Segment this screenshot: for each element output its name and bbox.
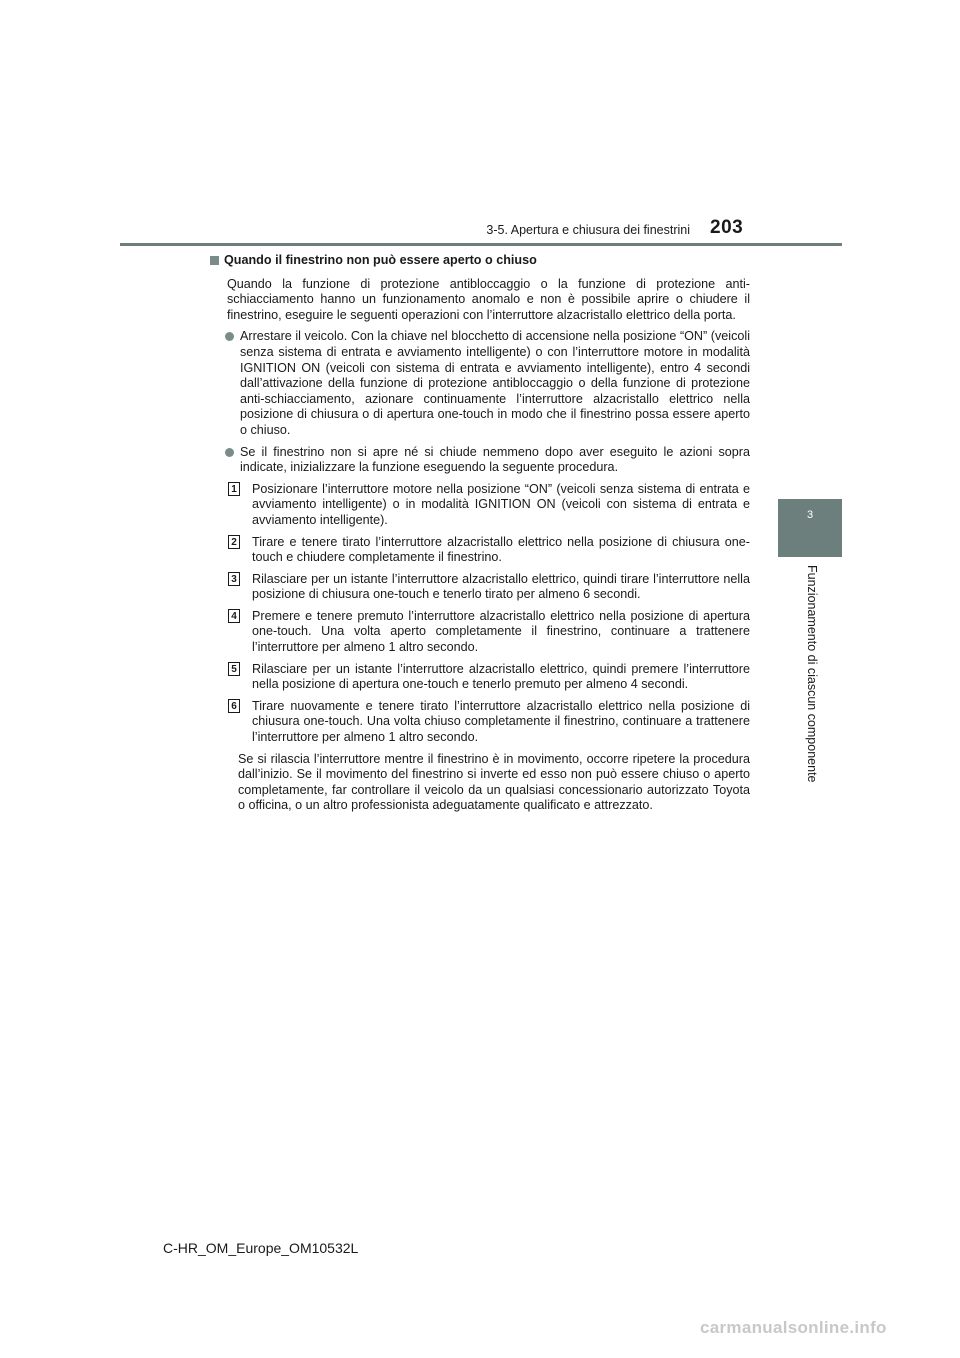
- bullet-item: [210, 445, 750, 476]
- step-item: [210, 609, 750, 656]
- section-heading: [210, 253, 750, 269]
- step-number-badge: 2: [228, 535, 240, 549]
- chapter-label: Funzionamento di ciascun componente: [805, 565, 819, 783]
- bullet-item: [210, 329, 750, 438]
- bullet-text: Arrestare il veicolo. Con la chiave nel blocchetto di accensione nella posizione “ON” (veicoli senza sistema di entrata e avviamento intelligente) o con l’interruttore motore in modalità IGNITION ON (veicoli con sistema di entrata e avviamento intelligente), entro 4 secondi dall’attivazione della funzione di protezione antibloccaggio o della funzione di protezione anti-schiacciamento, azionare continuamente l’interruttore alzacristallo elettrico nella posizione di chiusura o di apertura one-touch in modo che il finestrino possa essere aperto o chiuso.: [240, 329, 750, 437]
- square-bullet-icon: [210, 256, 219, 265]
- watermark: carmanualsonline.info: [700, 1318, 887, 1337]
- step-text: Rilasciare per un istante l’interruttore alzacristallo elettrico, quindi premere l’interruttore nella posizione di apertura one-touch e tenerlo premuto per almeno 4 secondi.: [252, 661, 750, 692]
- step-item: [210, 662, 750, 693]
- main-content: [210, 253, 750, 814]
- closing-note: Se si rilascia l’interruttore mentre il finestrino è in movimento, occorre ripetere la procedura dall’inizio. Se il movimento del finestrino si inverte ed esso non può essere chiuso o aperto completamente, far controllare il veicolo da un qualsiasi concessionario autorizzato Toyota o officina, o un altro professionista adeguatamente qualificato e attrezzato.: [238, 751, 750, 813]
- step-number-badge: 4: [228, 609, 240, 623]
- header-rule: [120, 243, 842, 246]
- step-number-badge: 6: [228, 699, 240, 713]
- chapter-number: 3: [806, 509, 814, 521]
- step-text: Rilasciare per un istante l’interruttore alzacristallo elettrico, quindi tirare l’interruttore nella posizione di chiusura one-touch e tenerlo tirato per almeno 6 secondi.: [252, 571, 750, 602]
- step-text: Posizionare l’interruttore motore nella posizione “ON” (veicoli senza sistema di entrata e avviamento intelligente) o in modalità IGNITION ON (veicoli con sistema di entrata e avviamento intelligente).: [252, 481, 750, 527]
- circle-bullet-icon: [225, 332, 234, 341]
- step-item: [210, 482, 750, 529]
- section-heading-text: Quando il finestrino non può essere aperto o chiuso: [224, 253, 537, 267]
- step-number-badge: 5: [228, 662, 240, 676]
- step-number-badge: 1: [228, 482, 240, 496]
- step-number-badge: 3: [228, 572, 240, 586]
- section-intro: Quando la funzione di protezione antibloccaggio o la funzione di protezione anti-schiacciamento hanno un funzionamento anomalo e non è possibile aprire o chiudere il finestrino, eseguire le seguenti operazioni con l’interruttore alzacristallo elettrico della porta.: [227, 276, 750, 322]
- step-item: [210, 535, 750, 566]
- header-section-title: 3-5. Apertura e chiusura dei finestrini: [486, 223, 690, 237]
- step-text: Premere e tenere premuto l’interruttore alzacristallo elettrico nella posizione di apertura one-touch. Una volta aperto completamente il finestrino, continuare a trattenere l’interruttore per almeno 1 altro secondo.: [252, 608, 750, 655]
- step-text: Tirare nuovamente e tenere tirato l’interruttore alzacristallo elettrico nella posizione di chiusura one-touch. Una volta chiuso completamente il finestrino, continuare a trattenere l’interruttore per almeno 1 altro secondo.: [252, 698, 750, 745]
- page-number: 203: [710, 217, 744, 238]
- step-item: [210, 699, 750, 746]
- step-text: Tirare e tenere tirato l’interruttore alzacristallo elettrico nella posizione di chiusura one-touch e chiudere completamente il finestrino.: [252, 534, 750, 565]
- footer-document-id: C-HR_OM_Europe_OM10532L: [163, 1240, 359, 1256]
- chapter-tab: [778, 499, 842, 557]
- step-item: [210, 572, 750, 603]
- circle-bullet-icon: [225, 448, 234, 457]
- bullet-text: Se il finestrino non si apre né si chiude nemmeno dopo aver eseguito le azioni sopra indicate, inizializzare la funzione eseguendo la seguente procedura.: [240, 444, 750, 475]
